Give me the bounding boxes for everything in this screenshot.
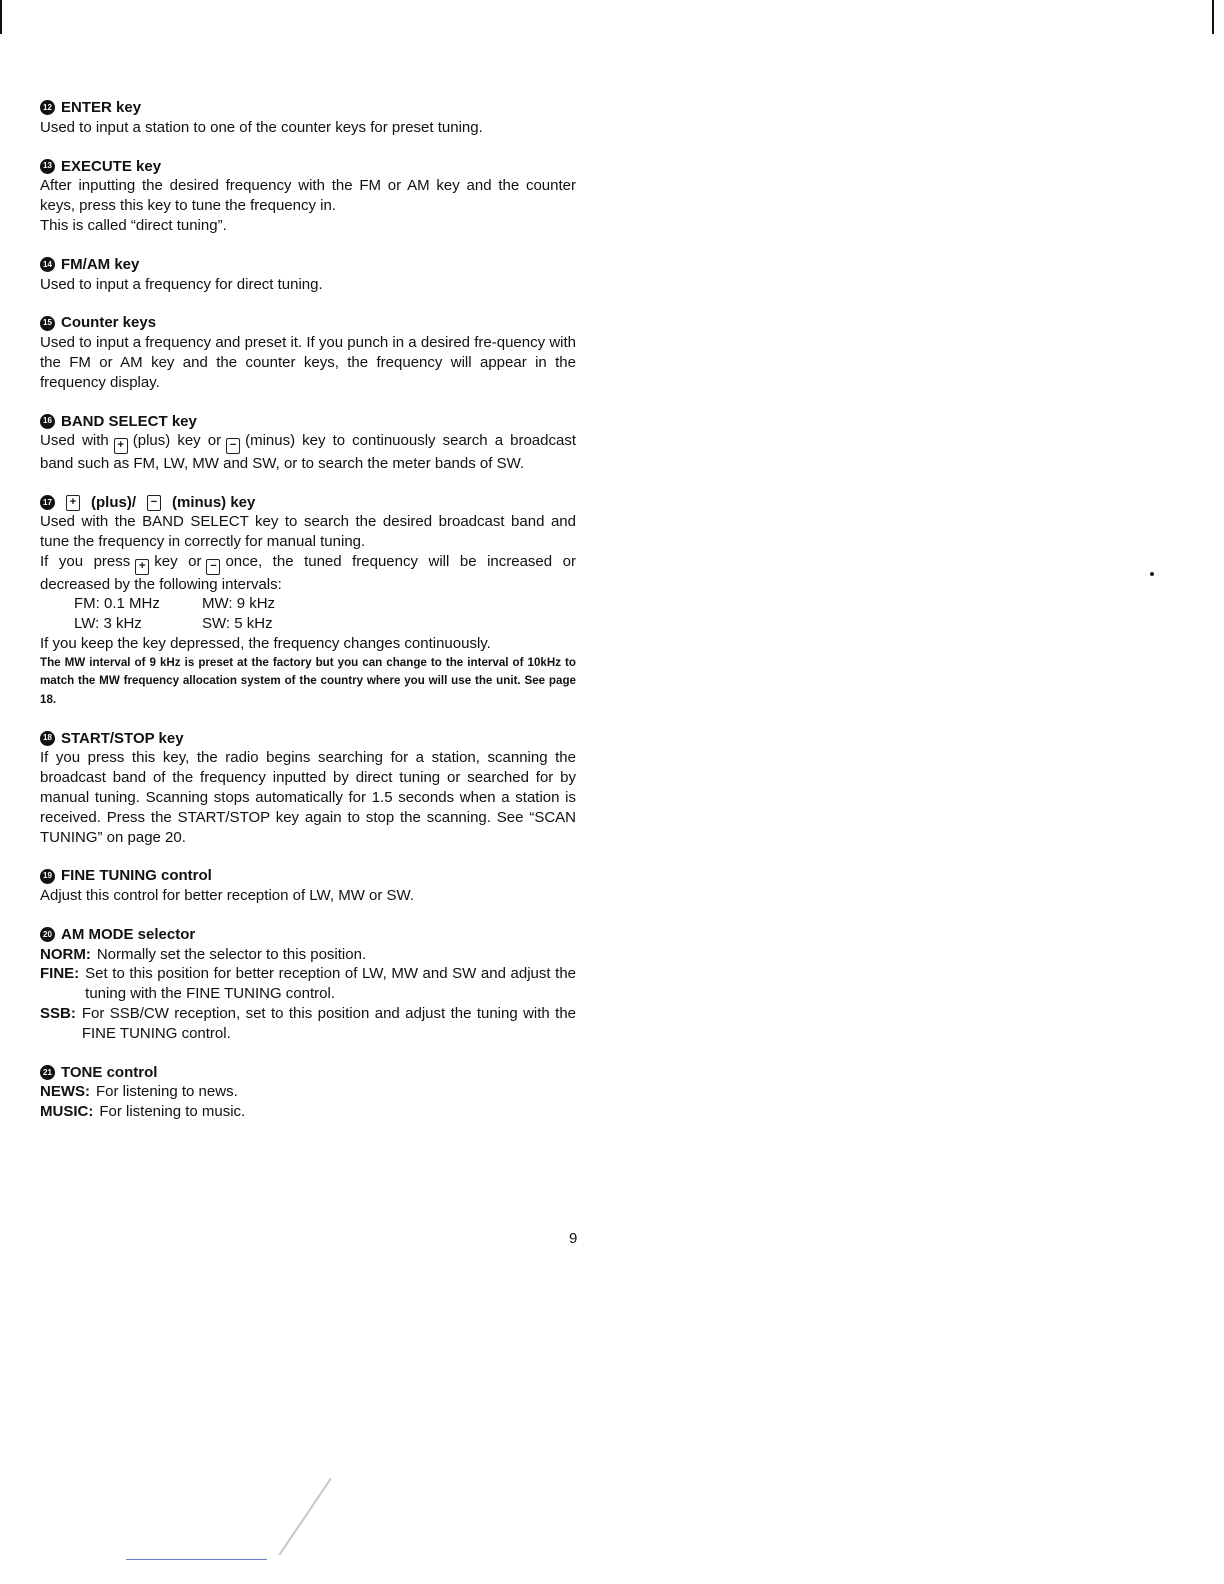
tone-news: NEWS: For listening to news. — [40, 1083, 238, 1101]
section-am-mode-selector — [40, 925, 576, 1044]
section-text: After inputting the desired frequency with the FM or AM key and the counter keys, press this key to tune the frequency in. — [40, 177, 576, 215]
item-number-badge: 21 — [40, 1065, 55, 1080]
plus-key-icon: + — [135, 559, 149, 575]
scan-speck — [1150, 572, 1154, 576]
minus-key-icon: − — [226, 438, 240, 454]
manual-page-content — [40, 98, 576, 1141]
section-counter-keys — [40, 313, 576, 392]
minus-key-icon: − — [206, 559, 220, 575]
section-enter-key — [40, 98, 576, 138]
section-text: Used with + (plus) key or − (minus) key to continuously search a broadcast band such as FM, LW, MW and SW, or to search the meter bands of SW. — [40, 432, 576, 472]
section-title: AM MODE selector — [61, 925, 196, 943]
section-title: FM/AM key — [61, 255, 140, 273]
section-title: TONE control — [61, 1063, 158, 1081]
section-text: This is called “direct tuning”. — [40, 216, 227, 234]
item-number-badge: 19 — [40, 869, 55, 884]
footer-line — [126, 1559, 267, 1560]
section-fm-am-key — [40, 255, 576, 295]
scan-edge-left — [0, 0, 2, 34]
interval-lw: LW: 3 kHz — [74, 615, 142, 633]
mw-interval-note: The MW interval of 9 kHz is preset at the factory but you can change to the interval of 10kHz to match the MW frequency allocation system of the country where you will use the unit. See page 18. — [40, 655, 576, 706]
section-text: If you press + key or − once, the tuned frequency will be increased or decreased by the following intervals: — [40, 553, 576, 593]
mode-ssb: SSB: For SSB/CW reception, set to this position and adjust the tuning with the FINE TUNING control. — [40, 1005, 576, 1042]
section-text: Used to input a station to one of the counter keys for preset tuning. — [40, 118, 483, 136]
section-title: (plus)/ — [91, 493, 136, 511]
section-title: EXECUTE key — [61, 157, 162, 175]
item-number-badge: 14 — [40, 257, 55, 272]
item-number-badge: 15 — [40, 316, 55, 331]
section-execute-key — [40, 157, 576, 236]
plus-key-icon: + — [66, 495, 80, 511]
section-plus-minus-key — [40, 493, 576, 710]
interval-sw: SW: 5 kHz — [202, 615, 273, 633]
section-title: Counter keys — [61, 314, 157, 332]
section-title: START/STOP key — [61, 729, 184, 747]
interval-fm: FM: 0.1 MHz — [74, 595, 160, 613]
item-number-badge: 18 — [40, 731, 55, 746]
tuning-intervals — [74, 594, 576, 634]
section-text: Used with the BAND SELECT key to search the desired broadcast band and tune the frequency in correctly for manual tuning. — [40, 513, 576, 551]
item-number-badge: 16 — [40, 414, 55, 429]
tone-music: MUSIC: For listening to music. — [40, 1103, 246, 1121]
section-band-select-key — [40, 412, 576, 474]
section-text: Adjust this control for better reception of LW, MW or SW. — [40, 887, 415, 905]
item-number-badge: 12 — [40, 100, 55, 115]
section-title: FINE TUNING control — [61, 867, 212, 885]
section-text: If you keep the key depressed, the frequency changes continuously. — [40, 634, 491, 652]
section-text: If you press this key, the radio begins searching for a station, scanning the broadcast band of the frequency inputted by direct tuning or searched for by manual tuning. Scanning stops automatically for 1.5 seconds when a station is received. Press the START/STOP key again to stop the scanning. See “SCAN TUNING” on page 20. — [40, 749, 576, 846]
pencil-stroke — [279, 1478, 332, 1555]
section-fine-tuning-control — [40, 866, 576, 906]
section-title: BAND SELECT key — [61, 412, 197, 430]
section-text: Used to input a frequency and preset it. If you punch in a desired fre-quency with the FM or AM key and the counter keys, the frequency will appear in the frequency display. — [40, 334, 576, 391]
section-tone-control — [40, 1063, 576, 1122]
mode-norm: NORM: Normally set the selector to this position. — [40, 945, 367, 963]
section-title: (minus) key — [172, 493, 256, 511]
plus-key-icon: + — [114, 438, 128, 454]
item-number-badge: 17 — [40, 495, 55, 510]
section-start-stop-key — [40, 729, 576, 848]
item-number-badge: 13 — [40, 159, 55, 174]
page-number: 9 — [569, 1230, 578, 1247]
section-title: ENTER key — [61, 99, 142, 116]
minus-key-icon: − — [147, 495, 161, 511]
mode-fine: FINE: Set to this position for better reception of LW, MW and SW and adjust the tuning with the FINE TUNING control. — [40, 965, 576, 1003]
item-number-badge: 20 — [40, 927, 55, 942]
scan-edge-right — [1212, 0, 1214, 34]
interval-mw: MW: 9 kHz — [202, 595, 276, 613]
section-text: Used to input a frequency for direct tuning. — [40, 275, 323, 293]
